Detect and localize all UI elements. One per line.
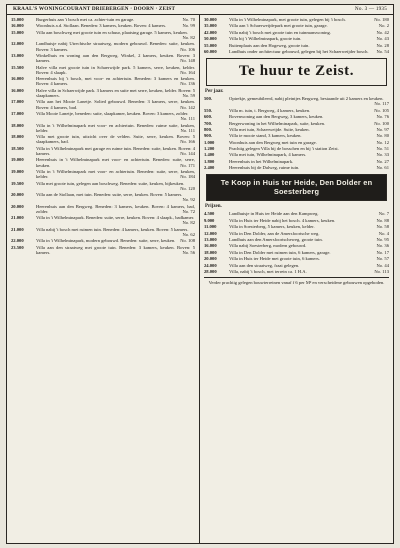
listing-price: 16.000 (11, 23, 24, 29)
listing-row (11, 181, 195, 191)
listing-price: 13.000 (204, 237, 217, 243)
listing-number: No. 4 (378, 230, 389, 236)
listing-description: Woonhuis aan den Bergweg met tuin en garage. (229, 139, 317, 145)
listing-description: Woonhuis a.d. Stollaan. Beneden: 3 kamers, keuken. Boven: 4 kamers. (36, 23, 167, 29)
listing-row (204, 133, 389, 138)
listing-row (204, 96, 389, 106)
listing-price: 18.500 (11, 145, 24, 151)
listing-text (36, 30, 195, 40)
listing-number: No. 144 (180, 150, 195, 156)
listing-description: Villa met groote tuin, gelegen aan boschweg. Beneden: suite, keuken, bijkeuken. (36, 180, 185, 186)
listing-row (204, 152, 389, 157)
listing-number: No. 76 (376, 114, 389, 120)
listing-row (11, 41, 195, 51)
listing-description: Villa in Soesterberg, 5 kamers, keuken, kelder. (229, 224, 315, 230)
listing-description: Villa in 't Wilhelminapark met garage en ruime tuin. Beneden: suite, keuken. Boven: 4 kamers. (36, 145, 195, 156)
listing-number: No. 184 (180, 174, 195, 180)
listing-price: 22.000 (11, 238, 24, 244)
footnote: Verder prachtig gelegen bouwterreinen vanaf f 6 per M² en verscheidene gebouwen opgeboden. (204, 277, 389, 285)
left-column (7, 15, 200, 543)
listing-row (11, 99, 195, 109)
listing-description: Heerenhuis in 't Wilhelminapark met voor- en achtertuin. Beneden: suite, serre, keuken. (36, 157, 195, 168)
listing-row (204, 237, 389, 242)
listing-text (229, 231, 389, 236)
listing-number: No. 72 (182, 208, 195, 214)
listing-price: 12.000 (204, 230, 217, 236)
listing-number: No. 7 (378, 211, 389, 217)
listing-number: No. 59 (182, 92, 195, 98)
listing-row (204, 114, 389, 119)
listing-description: Villa m. tuin, t. Bergweg, 4 kamers, keuken. (229, 107, 311, 113)
listing-text (36, 123, 195, 133)
listing-row (204, 218, 389, 223)
listing-text (36, 76, 195, 86)
listing-row (11, 53, 195, 63)
listing-number: No. 36 (376, 243, 389, 249)
listing-text (229, 127, 389, 132)
listing-row (204, 211, 389, 216)
listing-text (36, 111, 195, 121)
listing-description: Villa in 't Wilhelminapark met voor- en achtertuin. Beneden: ruime suite, keuken, kelder. (36, 122, 195, 133)
listing-price: 19.500 (11, 180, 24, 186)
listing-text (229, 237, 389, 242)
listing-description: Halve villa in Schaerwijde park. 3 kamers en suite met serre, keuken, kelder. Boven: 5 slaapkamers. (36, 87, 195, 98)
listing-price: 9.000 (204, 217, 215, 223)
listing-text (36, 41, 195, 51)
listing-row (204, 140, 389, 145)
listing-number: No. 113 (374, 268, 389, 274)
listing-number: No. 99 (182, 23, 195, 29)
listing-number: No. 105 (374, 107, 389, 113)
right-column (200, 15, 393, 543)
listing-number: No. 43 (376, 36, 389, 42)
listing-description: Villa nabij Soesterberg, modern gebouwd. (229, 243, 307, 249)
listing-row (11, 169, 195, 179)
listing-text (36, 134, 195, 144)
listing-text (229, 49, 389, 54)
listing-description: Halve villa met groote tuin in Schaerwijde park. 5 kamers, serre, keuken, kelder. Boven: 4 slaapk. (36, 64, 195, 75)
sale-heading: Te Koop in Huis ter Heide, Den Dolder en Soesterberg (220, 178, 373, 197)
listing-number: No. 164 (180, 69, 195, 75)
listing-row (11, 227, 195, 237)
listing-description: Villa nabij 't bosch met groote tuin en tuinmanswoning. (229, 29, 331, 35)
listing-text (36, 227, 195, 237)
sale-subheading: Prijzen. (205, 204, 222, 210)
listing-number: No. 142 (180, 104, 195, 110)
listing-price: 4.500 (204, 211, 215, 217)
listing-row (204, 165, 389, 170)
listing-number: No. 82 (182, 34, 195, 40)
listing-price: 55.000 (204, 42, 217, 48)
listing-number: No. 61 (376, 165, 389, 171)
listing-description: Burgerhuis aan 't bosch met ca. achter-tuin en garage. (36, 17, 135, 22)
listing-text (229, 165, 389, 170)
listing-price: 21.000 (11, 215, 24, 221)
listing-row (11, 17, 195, 22)
listing-text (229, 256, 389, 261)
listing-number: No. 92 (182, 197, 195, 203)
listing-row (204, 146, 389, 151)
listing-number: No. 88 (376, 217, 389, 223)
listing-number: No. 120 (180, 185, 195, 191)
listing-price: 15.000 (11, 17, 24, 22)
listing-price: 550. (204, 107, 213, 113)
listing-number: No. 82 (182, 220, 195, 226)
listing-description: Heerenhuis in het Wilhelminapark. (229, 158, 294, 164)
listing-description: Villa in 't Wilhelminapark, met groote tuin, gelegen bij 't bosch. (229, 17, 346, 22)
listing-price: 17.000 (11, 99, 24, 105)
listing-number: No. 95 (376, 237, 389, 243)
listing-price: 24.000 (204, 262, 217, 268)
listing-row (11, 123, 195, 133)
listing-text (229, 108, 389, 113)
listing-number: No. 106 (180, 46, 195, 52)
listing-text (229, 30, 389, 35)
listing-number: No. 58 (376, 224, 389, 230)
listing-description: Buitenplaats aan den Hogeweg, groote tuin. (229, 42, 310, 48)
listing-price: 28.000 (204, 268, 217, 274)
listing-text (229, 269, 389, 274)
listing-price: 19.000 (11, 168, 24, 174)
listing-text (229, 218, 389, 223)
listing-row (204, 108, 389, 113)
listing-text (36, 204, 195, 214)
listing-row (11, 157, 195, 167)
listing-row (11, 215, 195, 225)
listing-description: Villa met groote tuin, uitzicht over de velden. Suite, serre, keuken. Boven: 5 slaapkamers, bad. (36, 134, 195, 145)
listing-row (11, 88, 195, 98)
listing-description: Prachtig gelegen Villa bij de bosschen en bij 't station Zeist. (229, 146, 339, 152)
listing-description: Villa in Huis ter Heide met groote tuin, 6 kamers. (229, 256, 320, 262)
sale-heading-box (206, 174, 387, 201)
listing-price: 2.400 (204, 165, 215, 171)
listing-price: 500. (204, 96, 213, 102)
listing-description: Landhuisje nabij Utrechtsche straatweg, modern gebouwd. Beneden: suite, keuken. Boven: 3 kamers. (36, 41, 195, 52)
listing-number: No. 166 (180, 139, 195, 145)
listing-price: 42.000 (204, 29, 217, 35)
listing-row (204, 49, 389, 54)
listing-price: 1.000 (204, 139, 215, 145)
listing-row (11, 192, 195, 202)
listing-text (36, 146, 195, 156)
listing-text (229, 224, 389, 229)
listing-text (36, 88, 195, 98)
listing-description: Bergerwoning in het Wilhelminapark, suite, keuken. (229, 120, 326, 126)
listing-description: Villa nabij 't bosch met ruimen tuin. Beneden: 4 kamers, keuken. Boven: 5 kamers. (36, 226, 189, 232)
listing-text (229, 263, 389, 268)
listing-row (204, 231, 389, 236)
listing-price: 50.000 (204, 36, 217, 42)
listing-description: Villa in Den Dolder, aan de Amersfoortsche weg. (229, 230, 320, 236)
listing-price: 20.000 (204, 256, 217, 262)
listing-number: No. 28 (376, 42, 389, 48)
listing-row (11, 146, 195, 156)
listing-row (204, 263, 389, 268)
newspaper-page (6, 4, 394, 544)
listing-row (204, 121, 389, 126)
listing-description: Villa aan het Mooie Lanetje. Solied gebouwd. Beneden: 3 kamers, serre, keuken. Boven: 4 kamers, bad. (36, 99, 195, 110)
rent-subheading: Per jaar. (205, 89, 224, 95)
listing-price: 16.000 (204, 243, 217, 249)
listing-row (204, 269, 389, 274)
listing-price: 30.000 (204, 17, 217, 22)
listing-price: 18.000 (11, 134, 24, 140)
listing-number: No. 136 (180, 81, 195, 87)
listing-price: 12.000 (11, 41, 24, 47)
publication-title: KRAAL'S WONINGCOURANT DRIEBERGEN · DOORN · ZEIST (13, 6, 176, 12)
listing-number: No. 27 (376, 158, 389, 164)
listing-text (36, 53, 195, 63)
listing-text (229, 152, 389, 157)
listing-row (204, 30, 389, 35)
listing-text (229, 114, 389, 119)
listing-description: Villa aan 't Schaerweijdepark met groote tuin, garage. (229, 23, 328, 29)
listing-price: 11.000 (204, 224, 217, 230)
listing-number: No. 2 (378, 23, 389, 29)
listing-text (229, 121, 389, 126)
listing-price: 13.000 (11, 52, 24, 58)
listing-row (204, 224, 389, 229)
listing-price: 15.500 (11, 64, 24, 70)
listing-number: No. 108 (180, 238, 195, 244)
listing-price: 35.000 (204, 23, 217, 29)
listing-description: Villa bij 't Wilhelminapark, groote tuin. (229, 36, 302, 42)
listing-number: No. 111 (180, 116, 195, 122)
listing-text (229, 133, 389, 138)
listing-description: Heerenhuis bij 't bosch, met voor- en achtertuin. Beneden: 3 kamers en keuken. Boven: 4 kamers. (36, 76, 195, 87)
page-header (7, 5, 393, 15)
listing-description: Villa aan de Stollaan, met tuin. Beneden: suite, serre, keuken. Boven: 5 kamers. (36, 192, 183, 198)
listing-text (229, 211, 389, 216)
listing-text (36, 157, 195, 167)
listing-price: 18.000 (204, 249, 217, 255)
listing-row (11, 111, 195, 121)
listing-text (229, 159, 389, 164)
listing-row (204, 243, 389, 248)
listing-number: No. 56 (182, 250, 195, 256)
listing-text (229, 243, 389, 248)
listing-price: 16.000 (11, 76, 24, 82)
listing-description: Landhuisje in Huis ter Heide aan den Kampweg. (229, 211, 319, 217)
listing-description: Villa aan den straatweg met groote tuin. Beneden: 3 kamers, keuken. Boven: 5 kamers. (36, 244, 195, 256)
listing-row (204, 256, 389, 261)
listing-number: No. 171 (180, 162, 195, 168)
listing-row (11, 65, 195, 75)
listing-number: No. 100 (374, 120, 389, 126)
listing-description: Villa met tuin, Wilhelminapark, 4 kamers. (229, 152, 307, 158)
issue-number: No. 3 — 1935 (354, 6, 387, 12)
listing-row (204, 250, 389, 255)
listing-number: No. 54 (376, 48, 389, 54)
listing-description: Villa in 't Wilhelminapark. Beneden: suite, serre, keuken. Boven: 4 slaapk., badkamer. (36, 215, 195, 221)
listing-row (204, 23, 389, 28)
listing-row (204, 17, 389, 22)
listing-description: Villa met tuin, Schaerweijde. Suite, keuken. (229, 126, 310, 132)
listing-price: 15.000 (11, 29, 24, 35)
listing-text (229, 36, 389, 41)
listing-row (11, 238, 195, 243)
listing-number: No. 12 (376, 139, 389, 145)
listing-text (229, 250, 389, 255)
listing-price: 16.000 (11, 87, 24, 93)
listing-description: Villa aan den straatweg, fraai gelegen. (229, 262, 300, 268)
listing-price: 19.000 (11, 157, 24, 163)
listing-price: 21.000 (11, 226, 24, 232)
listing-text (229, 17, 389, 22)
listing-price: 1.400 (204, 152, 215, 158)
listing-number: No. 111 (180, 127, 195, 133)
listing-description: Heerenhuis aan den Bergweg. Beneden: 3 kamers, keuken. Boven: 4 kamers, bad, zolder. (36, 203, 195, 214)
listing-description: Villa in 't Wilhelminapark met voor- en achtertuin. Beneden: suite, serre, keuken, kelder. (36, 168, 195, 180)
listing-text (229, 96, 389, 106)
listing-description: Villa in Den Dolder met ruimen tuin, 6 kamers, garage. (229, 249, 331, 255)
listing-price: 800. (204, 126, 213, 132)
listing-text (36, 169, 195, 179)
listing-number: No. 44 (376, 262, 389, 268)
listing-text (229, 23, 389, 28)
listing-text (36, 99, 195, 109)
listing-price: 23.500 (11, 244, 24, 250)
listing-row (204, 36, 389, 41)
listing-row (204, 43, 389, 48)
listing-price: 900. (204, 133, 213, 139)
listing-description: Villa in 't Wilhelminapark, modern gebouwd. Beneden: suite, serre, keuken. (36, 238, 176, 244)
listing-price: 700. (204, 120, 213, 126)
listing-price: 20.000 (11, 203, 24, 209)
listing-row (11, 76, 195, 86)
listing-number: No. 97 (376, 126, 389, 132)
listing-row (204, 159, 389, 164)
listing-text (36, 215, 195, 225)
listing-price: 17.000 (11, 110, 24, 116)
listing-row (11, 30, 195, 40)
listing-row (11, 23, 195, 28)
listing-number: No. 180 (374, 17, 389, 22)
listing-number: No. 117 (374, 101, 389, 107)
rent-heading-box (206, 58, 387, 86)
listing-row (204, 127, 389, 132)
listing-description: Winkelhuis en woning aan den Bergweg. Winkel, 2 kamers, keuken. Boven: 3 kamers. (36, 52, 195, 64)
listing-text (229, 43, 389, 48)
listing-text (229, 146, 389, 151)
listing-description: Villa Mooie Lanetje, beneden: suite, slaapkamer, keuken. Boven: 3 kamers, zolder. (36, 110, 189, 116)
listing-number: No. 42 (376, 29, 389, 35)
listing-number: No. 70 (182, 17, 195, 22)
listing-number: No. 57 (376, 256, 389, 262)
listing-price: 18.000 (11, 122, 24, 128)
listing-description: Heerenhuis bij de Dalweg, ruime tuin. (229, 165, 300, 171)
listing-number: No. 80 (376, 133, 389, 139)
listing-price: 1.200 (204, 146, 215, 152)
listing-description: Landhuis onder architectuur gebouwd, gelegen bij het Schaerweijder bosch. (229, 48, 369, 54)
listing-price: 20.000 (11, 192, 24, 198)
listing-text (36, 65, 195, 75)
listing-text (229, 140, 389, 145)
listing-description: Landhuis aan den Amersfoortscheweg, groote tuin. (229, 237, 323, 243)
listing-description: Optrekje, gemeubileerd, nabij pleintjes Bergweg, bestaande uit 2 kamers en keuken. (229, 96, 384, 102)
listing-text (36, 192, 195, 202)
listing-description: Villa aan boschweg met groote tuin en schuur, plaatsing garage. 5 kamers, keuken. (36, 29, 188, 35)
listing-text (36, 181, 195, 191)
listing-number: No. 17 (376, 249, 389, 255)
listing-text (36, 238, 195, 243)
listing-description: Bovenwoning aan den Bergweg, 3 kamers, keuken. (229, 114, 324, 120)
listing-text (36, 23, 195, 28)
listing-description: Villa te mooie stand, 3 kamers, keuken. (229, 133, 302, 139)
rent-heading: Te huur te Zeist. (238, 63, 355, 80)
listing-description: Villa, nabij 't bosch, met terrein ca. 1 H.A. (229, 268, 307, 274)
listing-row (11, 204, 195, 214)
listing-price: 1.800 (204, 158, 215, 164)
listing-text (36, 17, 195, 22)
listing-number: No. 62 (182, 232, 195, 238)
listing-number: No. 33 (376, 152, 389, 158)
listing-number: No. 148 (180, 58, 195, 64)
listing-text (36, 245, 195, 255)
listing-price: 60.000 (204, 48, 217, 54)
listing-description: Villa in Huis ter Heide nabij het bosch. 4 kamers, keuken. (229, 217, 336, 223)
listing-price: 600. (204, 114, 213, 120)
listing-row (11, 134, 195, 144)
listing-row (11, 245, 195, 255)
listing-number: No. 51 (376, 146, 389, 152)
